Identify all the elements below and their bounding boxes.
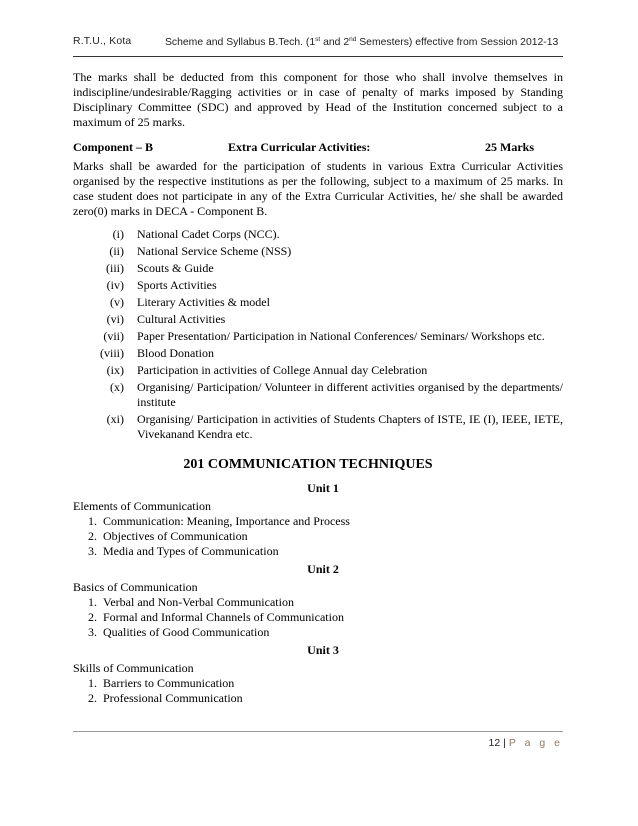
list-item-number: 1. [88, 595, 97, 609]
list-item [73, 595, 563, 610]
list-item-number: (xi) [106, 412, 124, 426]
list-item-text: Barriers to Communication [103, 676, 235, 690]
list-item-text: Sports Activities [137, 278, 217, 292]
unit-1-title: Unit 1 [307, 481, 339, 495]
list-item-text: National Service Scheme (NSS) [137, 244, 292, 258]
list-item-number: 1. [88, 676, 97, 690]
list-item-text: Cultural Activities [137, 312, 226, 326]
list-item [73, 529, 563, 544]
intro-paragraph: The marks shall be deducted from this component for those who shall involve themselves in indiscipline/undesirable/Ragging activities or in case of penalty of marks imposed by Standing Disciplinary Committee (SDC) and approved by Head of the Institution concerned subject to a maximum of 25 marks. [73, 70, 563, 129]
list-item-text: Paper Presentation/ Participation in National Conferences/ Seminars/ Workshops etc. [137, 329, 545, 343]
list-item-text: Literary Activities & model [137, 295, 270, 309]
unit-3-title: Unit 3 [307, 643, 339, 657]
unit-2-title: Unit 2 [307, 562, 339, 576]
list-item-text: Media and Types of Communication [103, 544, 279, 558]
list-item [73, 261, 563, 276]
list-item [73, 544, 563, 559]
list-item-text: Organising/ Participation in activities of Students Chapters of ISTE, IE (I), IEEE, IETE, Vivekanand Kendra etc. [137, 412, 563, 441]
header-title-part3: Semesters) effective from Session 2012-13 [356, 37, 559, 48]
list-item-number: (x) [110, 380, 124, 394]
component-description: Marks shall be awarded for the participation of students in various Extra Curricular Activities organised by the respective institutions as per the following, subject to a maximum of 25 marks. In case student does not participate in any of the Extra Curricular Activities, he/ she shall be awarded zero(0) marks in DECA - Component B. [73, 159, 563, 218]
unit-2-topics [73, 595, 563, 640]
course-title: 201 COMMUNICATION TECHNIQUES [183, 457, 433, 472]
list-item-number: (iv) [106, 278, 124, 292]
list-item [73, 278, 563, 293]
footer-separator: | [503, 737, 506, 749]
component-heading [73, 140, 563, 155]
page-number: 12 [488, 737, 501, 749]
unit-1-heading: Elements of Communication [73, 499, 211, 513]
header-sup1: st [315, 36, 321, 43]
list-item-number: 3. [88, 544, 97, 558]
list-item-text: Qualities of Good Communication [103, 625, 270, 639]
page-header [73, 36, 563, 54]
list-item-text: Participation in activities of College Annual day Celebration [137, 363, 428, 377]
list-item [73, 363, 563, 378]
header-rule [73, 56, 563, 57]
list-item [73, 625, 563, 640]
list-item [73, 380, 563, 410]
list-item [73, 514, 563, 529]
page-word: P a g e [508, 737, 563, 749]
list-item-number: (vi) [106, 312, 124, 326]
list-item-text: Objectives of Communication [103, 529, 248, 543]
list-item-number: 3. [88, 625, 97, 639]
list-item-number: 2. [88, 691, 97, 705]
unit-1-topics [73, 514, 563, 559]
list-item-number: (iii) [106, 261, 124, 275]
list-item-text: Verbal and Non-Verbal Communication [103, 595, 294, 609]
list-item-number: (vii) [103, 329, 124, 343]
list-item-number: (viii) [100, 346, 124, 360]
header-sup2: nd [349, 36, 357, 43]
list-item [73, 329, 563, 344]
page-footer [73, 737, 563, 749]
list-item-number: (v) [110, 295, 124, 309]
list-item-number: 2. [88, 610, 97, 624]
list-item [73, 244, 563, 259]
unit-3-heading: Skills of Communication [73, 661, 194, 675]
list-item-text: Blood Donation [137, 346, 214, 360]
list-item-text: Formal and Informal Channels of Communication [103, 610, 344, 624]
component-marks: 25 Marks [485, 140, 534, 154]
list-item-text: Organising/ Participation/ Volunteer in different activities organised by the departments/ institute [137, 380, 563, 409]
list-item [73, 227, 563, 242]
list-item-number: (ii) [109, 244, 124, 258]
component-label: Component – B [73, 140, 154, 154]
header-title-part1: Scheme and Syllabus B.Tech. (1 [165, 37, 316, 48]
list-item [73, 312, 563, 327]
page-body [73, 70, 563, 709]
header-title [165, 36, 558, 48]
header-institution: R.T.U., Kota [73, 36, 132, 47]
list-item-number: (ix) [106, 363, 124, 377]
list-item-text: National Cadet Corps (NCC). [137, 227, 280, 241]
list-item-text: Scouts & Guide [137, 261, 214, 275]
list-item-number: (i) [112, 227, 124, 241]
list-item-text: Communication: Meaning, Importance and Process [103, 514, 350, 528]
list-item [73, 691, 563, 706]
activity-list [73, 227, 563, 442]
list-item-number: 2. [88, 529, 97, 543]
header-title-part2: and 2 [320, 37, 350, 48]
footer-rule [73, 731, 563, 732]
list-item [73, 412, 563, 442]
component-name: Extra Curricular Activities: [228, 140, 371, 154]
list-item [73, 610, 563, 625]
list-item [73, 676, 563, 691]
unit-3-topics [73, 676, 563, 706]
list-item-text: Professional Communication [103, 691, 243, 705]
list-item [73, 346, 563, 361]
list-item-number: 1. [88, 514, 97, 528]
list-item [73, 295, 563, 310]
unit-2-heading: Basics of Communication [73, 580, 198, 594]
